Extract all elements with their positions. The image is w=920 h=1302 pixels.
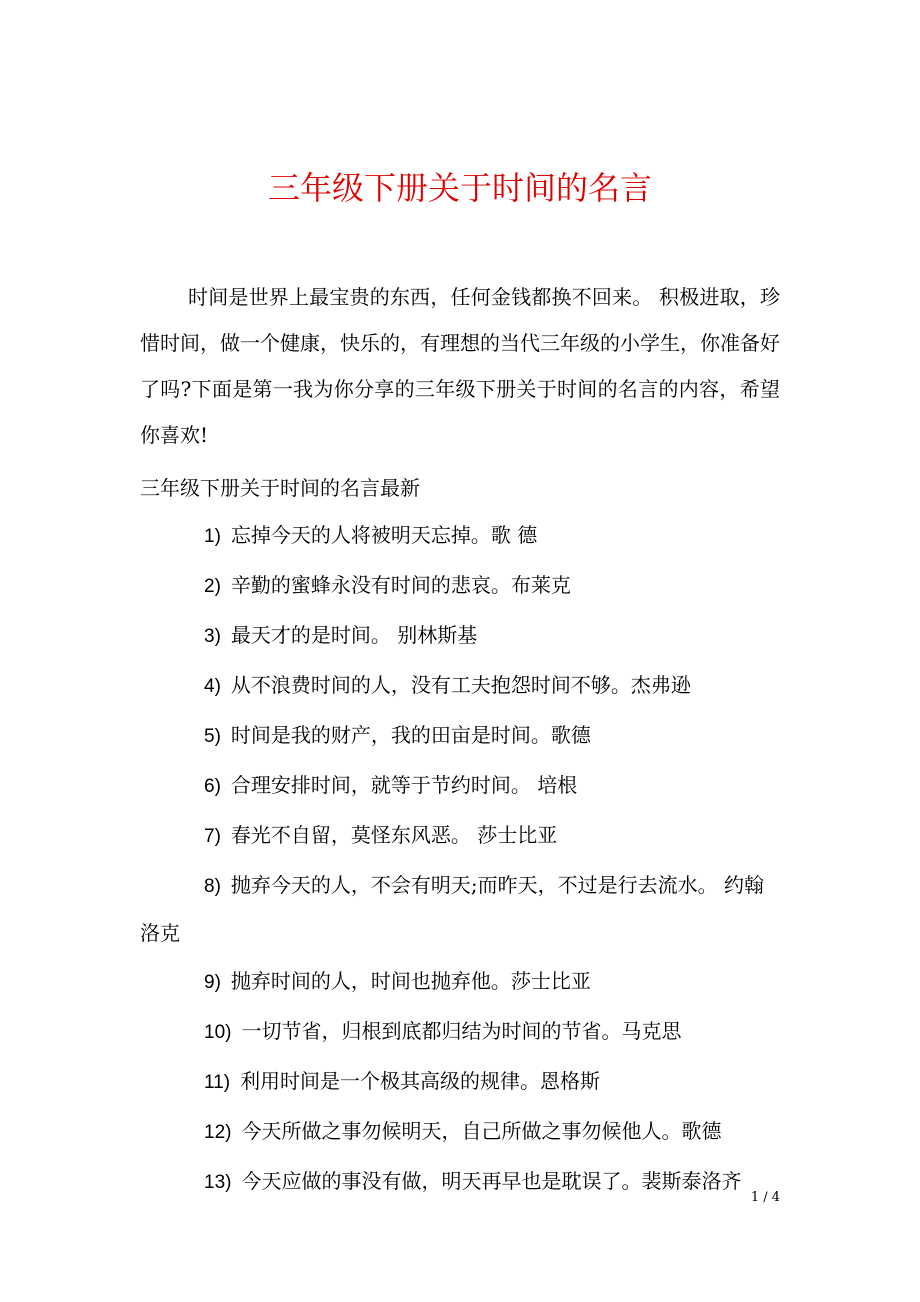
quote-number: 13) [204, 1172, 232, 1193]
page-number: 1 / 4 [750, 1190, 780, 1205]
quote-text: 利用时间是一个极其高级的规律。恩格斯 [240, 1069, 601, 1093]
quote-text: 一切节省，归根到底都归结为时间的节省。马克思 [241, 1019, 682, 1043]
list-item [140, 662, 780, 710]
list-item [140, 862, 780, 956]
quote-number: 3) [204, 626, 221, 647]
quote-number: 6) [204, 776, 221, 797]
list-item [140, 812, 780, 860]
list-item [140, 762, 780, 810]
list-item [140, 1158, 780, 1206]
quote-number: 7) [204, 826, 221, 847]
quote-text: 春光不自留，莫怪东风恶。 莎士比亚 [230, 823, 558, 847]
quote-text: 时间是我的财产，我的田亩是时间。歌德 [230, 723, 591, 747]
quote-text: 抛弃今天的人，不会有明天;而昨天，不过是行去流水。 约翰 洛克 [140, 873, 765, 945]
quote-number: 9) [204, 972, 221, 993]
quote-text: 最天才的是时间。 别林斯基 [230, 623, 478, 647]
section-heading: 三年级下册关于时间的名言最新 [140, 476, 420, 500]
quote-number: 11) [204, 1072, 231, 1093]
list-item [140, 562, 780, 610]
list-item [140, 1108, 780, 1156]
quote-number: 5) [204, 726, 221, 747]
quote-number: 4) [204, 676, 221, 697]
quote-number: 2) [204, 576, 221, 597]
quote-number: 10) [204, 1022, 232, 1043]
list-item [140, 1008, 780, 1056]
quote-text: 从不浪费时间的人，没有工夫抱怨时间不够。杰弗逊 [230, 673, 691, 697]
quote-number: 1) [204, 526, 221, 547]
list-item [140, 712, 780, 760]
quote-number: 8) [204, 876, 221, 897]
quote-text: 今天所做之事勿候明天，自己所做之事勿候他人。歌德 [241, 1119, 722, 1143]
intro-paragraph: 时间是世界上最宝贵的东西，任何金钱都换不回来。 积极进取，珍惜时间，做一个健康，快乐的，有理想的当代三年级的小学生，你准备好了吗?下面是第一我为你分享的三年级下册关于时间的名言的内容，希望你喜欢! [140, 285, 780, 447]
quote-list [140, 512, 780, 1208]
quote-text: 今天应做的事没有做，明天再早也是耽误了。裴斯泰洛齐 [241, 1169, 742, 1193]
list-item [140, 612, 780, 660]
quote-text: 合理安排时间，就等于节约时间。 培根 [230, 773, 578, 797]
list-item [140, 958, 780, 1006]
list-item [140, 512, 780, 560]
quote-text: 辛勤的蜜蜂永没有时间的悲哀。布莱克 [230, 573, 571, 597]
page-title: 三年级下册关于时间的名言 [267, 169, 652, 208]
list-item [140, 1058, 780, 1106]
quote-text: 抛弃时间的人，时间也抛弃他。莎士比亚 [230, 969, 591, 993]
quote-number: 12) [204, 1122, 232, 1143]
quote-text: 忘掉今天的人将被明天忘掉。歌 德 [230, 523, 538, 547]
